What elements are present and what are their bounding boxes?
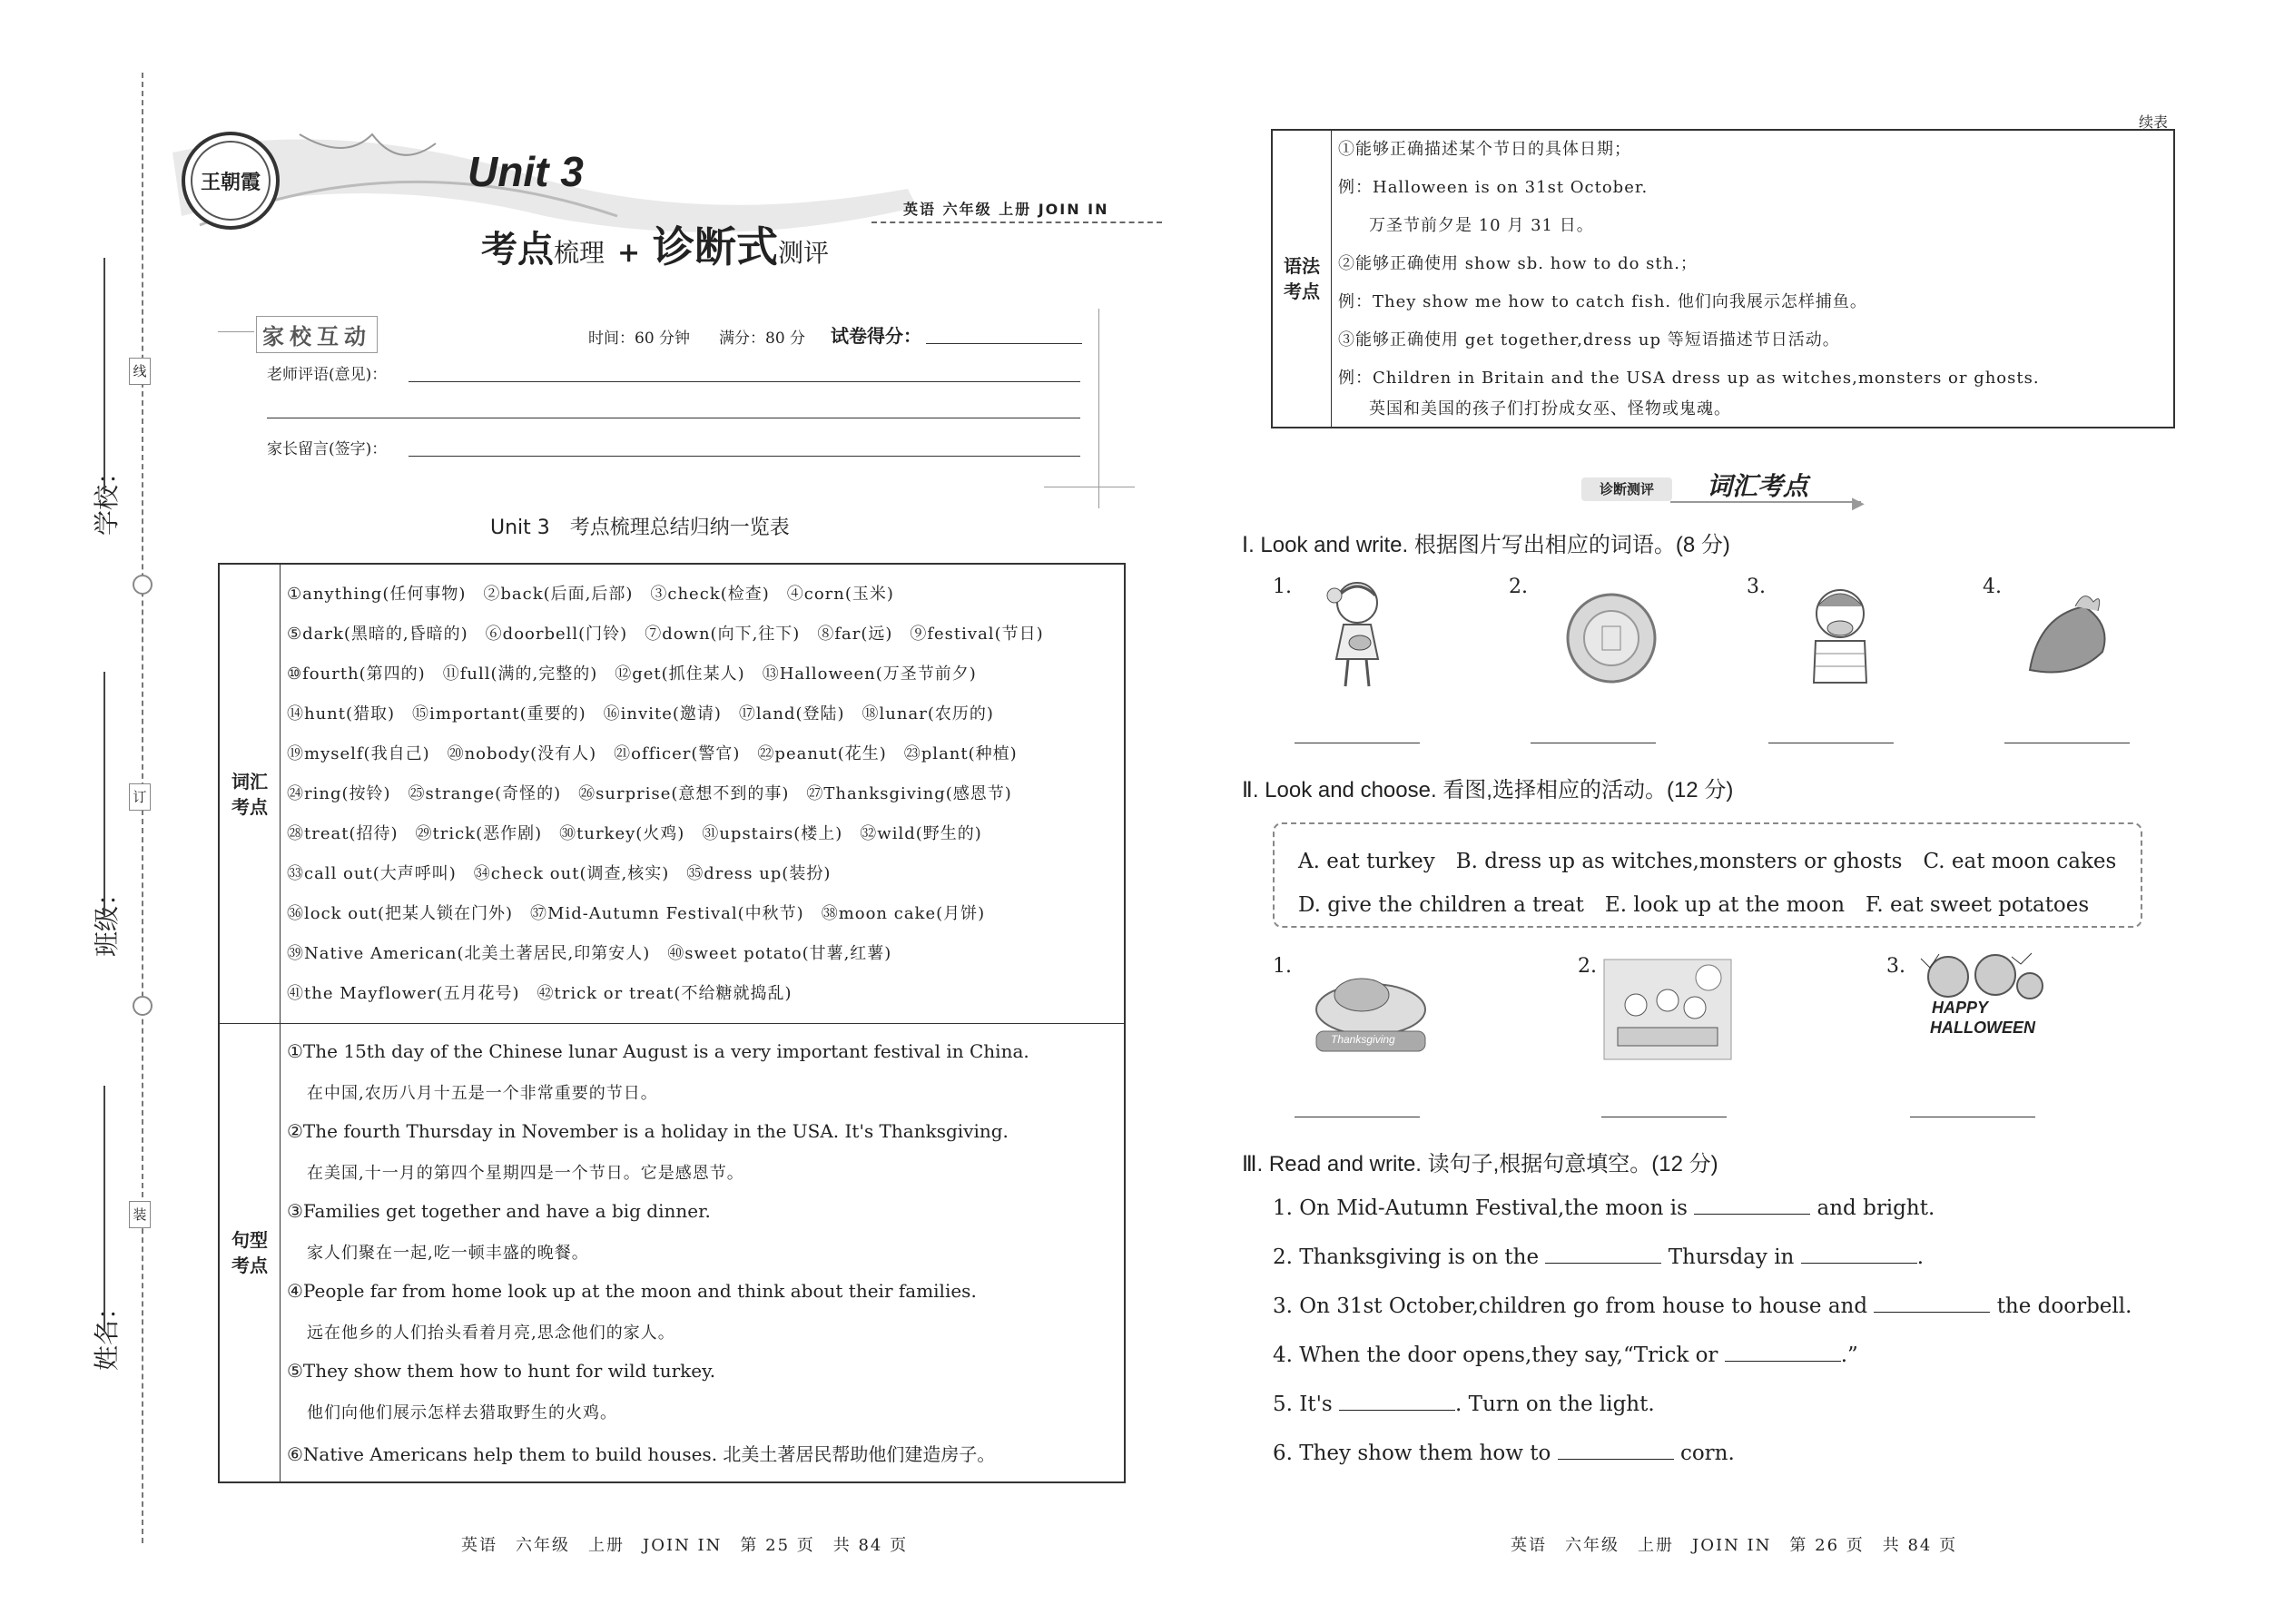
sentence-translation: 在美国,十一月的第四个星期四是一个节日。它是感恩节。 [307,1164,744,1183]
vocab-line: ㉝call out(大声呼叫) ㉞check out(调查,核实) ㉟dress up(装扮) [287,864,832,883]
q3-sentence [1273,1393,1655,1416]
corner-rule [1098,309,1099,508]
q2-options-row: A. eat turkey B. dress up as witches,monsters or ghosts C. eat moon cakes [1298,850,2117,873]
sentence-head [220,1024,281,1481]
class-label: 班级： [92,880,122,957]
q3-sentence [1273,1294,2132,1318]
family-moon-picture [1600,955,1736,1064]
q2-number: 1. [1273,955,1292,978]
sentence-text: 1. On Mid-Autumn Festival,the moon is [1273,1196,1688,1220]
blank-field[interactable] [1725,1344,1841,1362]
blank-field[interactable] [1801,1246,1917,1264]
score-label: 试卷得分： [831,325,921,347]
diag-tag: 诊断测评 [1581,477,1672,501]
moon-cake-picture [1561,588,1661,688]
sentence-text: 4. When the door opens,they say,“Trick or [1273,1343,1718,1367]
q3-sentence [1273,1196,1935,1220]
grammar-head-text: 语法考点 [1284,255,1320,302]
vocab-head-text: 词汇考点 [231,770,268,818]
parent-note-label: 家长留言(签字)： [267,440,388,458]
name-label: 姓名： [92,1294,122,1371]
halloween-text: HALLOWEEN [1930,1019,2035,1037]
q2-number: 2. [1578,955,1597,978]
teacher-comment-field[interactable] [409,381,1080,382]
binding-char: 订 [129,783,151,811]
vocab-line: ㊶the Mayflower(五月花号) ㊷trick or treat(不给糖就捣乱) [287,984,793,1003]
school-label: 学校： [92,458,122,536]
q1-number: 2. [1509,576,1528,598]
subtitle-part: 诊断式 [653,222,779,271]
full-score-info: 满分：80 分 [719,330,806,348]
vocab-line: ⑭hunt(猎取) ⑮important(重要的) ⑯invite(邀请) ⑰land(登陆) ⑱lunar(农历的) [287,704,994,723]
sentence-line: ⑥Native Americans help them to build houses. 北美土著居民帮助他们建造房子。 [287,1443,996,1465]
page-footer-right: 英语 六年级 上册 JOIN IN 第 26 页 共 84 页 [1511,1536,1958,1555]
grammar-line: 万圣节前夕是 10 月 31 日。 [1369,216,1594,235]
blank-field[interactable] [1545,1246,1661,1264]
halloween-picture [1912,950,2048,1062]
q1-number: 4. [1983,576,2002,598]
brand-logo [182,132,280,230]
sentence-text: . Turn on the light. [1455,1393,1655,1416]
binding-char: 线 [129,358,151,385]
binding-hole [133,575,153,595]
grammar-line: ③能够正确使用 get together,dress up 等短语描述节日活动。 [1338,330,1840,349]
table-divider [220,1023,1124,1024]
vocab-line: ①anything(任何事物) ②back(后面,后部) ③check(检查) ④corn(玉米) [287,585,894,604]
blank-field[interactable] [1558,1442,1674,1460]
vocab-line: ⑲myself(我自己) ⑳nobody(没有人) ㉑officer(警官) ㉒peanut(花生) ㉓plant(种植) [287,744,1018,763]
q3-sentence [1273,1245,1924,1269]
vocab-line: ㊴Native American(北美土著居民,印第安人) ㊵sweet potato(甘薯,红薯) [287,944,892,963]
summary-title: Unit 3 考点梳理总结归纳一览表 [490,517,790,539]
sentence-text: 6. They show them how to [1273,1442,1551,1465]
name-field[interactable] [103,1086,105,1331]
sentence-line: ③Families get together and have a big dinner. [287,1200,711,1222]
sentence-translation: 他们向他们展示怎样去猎取野生的火鸡。 [307,1403,617,1422]
grammar-line: 英国和美国的孩子们打扮成女巫、怪物或鬼魂。 [1369,399,1731,418]
sentence-text: Thursday in [1668,1245,1795,1269]
q3-sentence [1273,1343,1858,1367]
sentence-text: and bright. [1816,1196,1935,1220]
binding-hole [133,996,153,1016]
q2-title: Ⅱ. Look and choose. 看图,选择相应的活动。(12 分) [1242,778,1734,802]
subtitle-part: 测评 [778,238,830,268]
grade-tag: 英语 六年级 上册 JOIN IN [903,201,1109,218]
school-field[interactable] [103,258,105,494]
q2-number: 3. [1886,955,1905,978]
score-field[interactable] [926,343,1082,344]
unit-title: Unit 3 [468,148,584,195]
sentence-line: ⑤They show them how to hunt for wild turkey. [287,1360,716,1382]
grammar-head [1273,131,1332,427]
sentence-text: 5. It's [1273,1393,1333,1416]
grammar-line: 例：They show me how to catch fish. 他们向我展示怎样捕鱼。 [1338,292,1867,311]
sentence-translation: 在中国,农历八月十五是一个非常重要的节日。 [307,1084,658,1103]
sentence-line: ②The fourth Thursday in November is a holiday in the USA. It's Thanksgiving. [287,1120,1009,1142]
sentence-translation: 远在他乡的人们抬头看着月亮,思念他们的家人。 [307,1324,675,1343]
parent-note-field[interactable] [409,456,1080,457]
vocab-line: ⑤dark(黑暗的,昏暗的) ⑥doorbell(门铃) ⑦down(向下,往下) ⑧far(远) ⑨festival(节日) [287,625,1044,644]
page-footer-left: 英语 六年级 上册 JOIN IN 第 25 页 共 84 页 [461,1536,909,1555]
vocab-line: ㉔ring(按铃) ㉕strange(奇怪的) ㉖surprise(意想不到的事) ㉗Thanksgiving(感恩节) [287,784,1012,803]
sentence-text: .” [1840,1343,1858,1367]
class-field[interactable] [103,672,105,917]
sentence-text: 3. On 31st October,children go from house to house and [1273,1294,1868,1318]
sentence-text: the doorbell. [1996,1294,2132,1318]
vocab-head [220,565,281,1023]
blank-field[interactable] [1694,1197,1810,1215]
vocab-line: ⑩fourth(第四的) ⑪full(满的,完整的) ⑫get(抓住某人) ⑬Halloween(万圣节前夕) [287,664,977,684]
sentence-text: corn. [1679,1442,1735,1465]
arrow-icon: ▶ [1852,494,1865,513]
q3-sentence [1273,1442,1735,1465]
q1-number: 1. [1273,576,1292,598]
sentence-translation: 家人们聚在一起,吃一顿丰盛的晚餐。 [307,1244,589,1263]
header-rule [871,221,1162,223]
subtitle-part: 梳理 [554,238,605,268]
blank-field[interactable] [1874,1295,1990,1313]
time-info: 时间：60 分钟 [588,330,691,348]
turkey-icon [1298,955,1443,1062]
grammar-line: 例：Halloween is on 31st October. [1338,178,1649,197]
q1-number: 3. [1747,576,1766,598]
grammar-line: ①能够正确描述某个节日的具体日期； [1338,140,1631,159]
subtitle-plus: + [616,237,641,269]
binding-char: 装 [129,1201,151,1228]
diag-title: 词汇考点 [1707,471,1809,501]
grammar-table [1271,129,2175,428]
q1-title: Ⅰ. Look and write. 根据图片写出相应的词语。(8 分) [1242,533,1730,557]
sentence-line: ①The 15th day of the Chinese lunar August is a very important festival in China. [287,1040,1029,1062]
q2-options-box [1273,822,2142,928]
teacher-comment-label: 老师评语(意见)： [267,366,388,384]
summary-table [218,563,1126,1483]
sentence-line: ④People far from home look up at the moon and think about their families. [287,1280,977,1302]
label-rule [218,331,254,332]
thanksgiving-text: Thanksgiving [1331,1033,1395,1046]
vocab-line: ㉘treat(招待) ㉙trick(恶作剧) ㉚turkey(火鸡) ㉛upstairs(楼上) ㉜wild(野生的) [287,824,982,843]
blank-field[interactable] [1339,1393,1455,1411]
boy-eating-picture [1790,581,1890,690]
turkey-picture [1298,955,1443,1062]
page-subtitle [481,214,829,274]
happy-text: HAPPY [1932,999,1989,1017]
sweet-potato-picture [2021,588,2121,688]
grammar-line: 例：Children in Britain and the USA dress up as witches,monsters or ghosts. [1338,369,2040,388]
brand-name: 王朝霞 [191,141,271,221]
grammar-line: ②能够正确使用 show sb. how to do sth.； [1338,254,1698,273]
section-label: 家校互动 [256,316,378,353]
girl-peanut-picture [1307,577,1407,692]
sentence-text: 2. Thanksgiving is on the [1273,1245,1540,1269]
diag-rule [1670,501,1861,503]
sentence-text: . [1916,1245,1924,1269]
sentence-head-text: 句型考点 [231,1229,268,1276]
continued-label: 续表 [2139,113,2169,131]
subtitle-part: 考点 [481,228,554,271]
vocab-line: ㊱lock out(把某人锁在门外) ㊲Mid-Autumn Festival(中秋节) ㊳moon cake(月饼) [287,904,986,923]
q3-title: Ⅲ. Read and write. 读句子,根据句意填空。(12 分) [1242,1152,1718,1176]
q2-options-row: D. give the children a treat E. look up at the moon F. eat sweet potatoes [1298,893,2090,917]
